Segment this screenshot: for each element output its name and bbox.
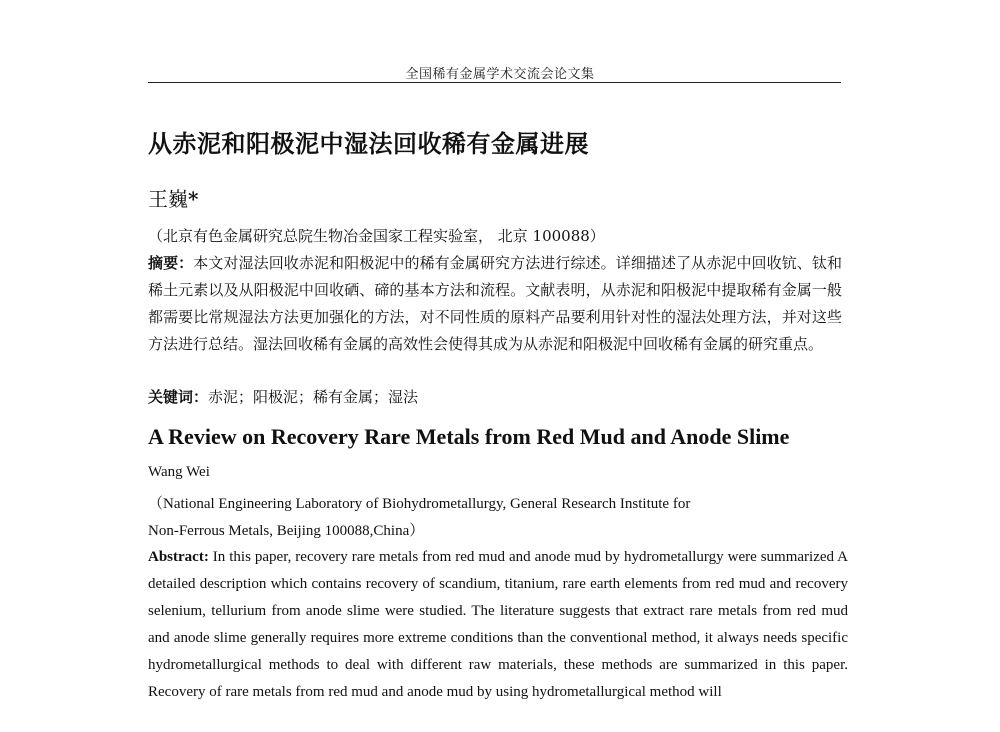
abstract-label-zh: 摘要：	[148, 254, 194, 272]
paper-title-en: A Review on Recovery Rare Metals from Red Mud and Anode Slime	[148, 424, 790, 449]
affiliation-en	[148, 491, 848, 545]
header-rule	[148, 82, 841, 83]
keywords-zh	[148, 384, 842, 411]
author-en: Wang Wei	[148, 464, 210, 480]
affiliation-en-line2: Non-Ferrous Metals, Beijing 100088,China）	[148, 523, 425, 539]
abstract-text-zh: 本文对湿法回收赤泥和阳极泥中的稀有金属研究方法进行综述。详细描述了从赤泥中回收钪、钛和稀土元素以及从阳极泥中回收硒、碲的基本方法和流程。文献表明，从赤泥和阳极泥中提取稀有金属一般都需要比常规湿法方法更加强化的方法，对不同性质的原料产品要利用针对性的湿法处理方法，并对这些方法进行总结。湿法回收稀有金属的高效性会使得其成为从赤泥和阳极泥中回收稀有金属的研究重点。	[148, 254, 842, 353]
running-header: 全国稀有金属学术交流会论文集	[405, 67, 595, 82]
abstract-zh	[148, 250, 842, 358]
abstract-en	[148, 544, 848, 706]
author-name-zh: 王巍	[148, 187, 188, 211]
abstract-label-en: Abstract:	[148, 549, 209, 565]
keywords-label-zh: 关键词：	[148, 388, 209, 406]
author-mark: *	[188, 187, 199, 211]
abstract-text-en: In this paper, recovery rare metals from red mud and anode mud by hydrometallurgy were summarized A detailed description which contains recovery of scandium, titanium, rare earth elements from red mud and recovery selenium, tellurium from anode slime were studied. The literature suggests that extract rare metals from red mud and anode slime generally requires more extreme conditions than the conventional method, it always needs specific hydrometallurgical methods to deal with different raw materials, these methods are summarized in this paper. Recovery of rare metals from red mud and anode mud by using hydrometallurgical method will	[148, 549, 848, 700]
paper-title-zh: 从赤泥和阳极泥中湿法回收稀有金属进展	[148, 129, 589, 158]
author-zh	[148, 183, 198, 212]
keywords-text-zh: 赤泥；阳极泥；稀有金属；湿法	[208, 388, 419, 406]
affiliation-zh: （北京有色金属研究总院生物冶金国家工程实验室， 北京 100088）	[148, 227, 605, 245]
affiliation-en-line1: （National Engineering Laboratory of Biohydrometallurgy, General Research Institute for	[148, 496, 691, 512]
